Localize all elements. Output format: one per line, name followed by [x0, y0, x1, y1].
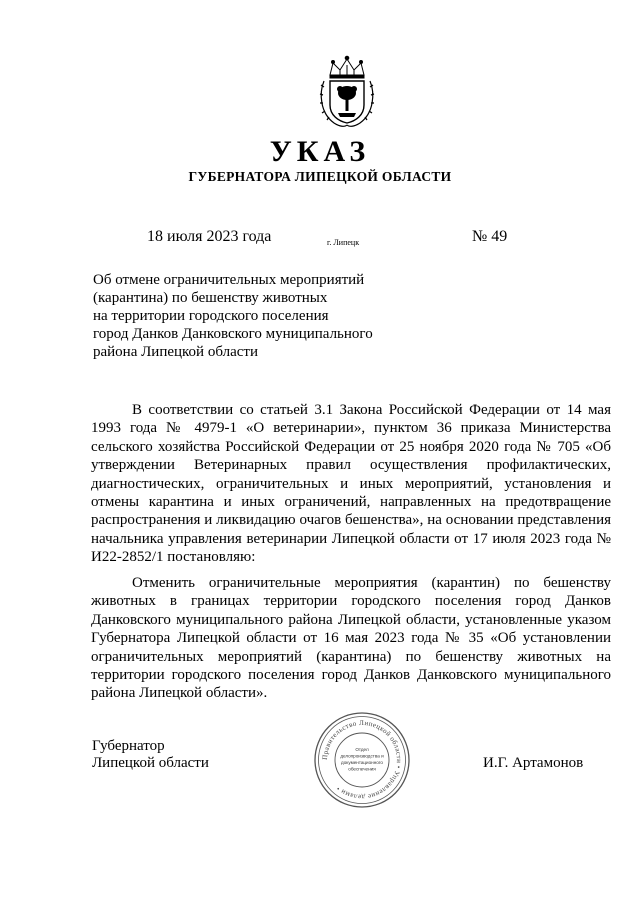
document-number: № 49	[472, 228, 508, 245]
document-subtitle: ГУБЕРНАТОРА ЛИПЕЦКОЙ ОБЛАСТИ	[188, 169, 452, 184]
document-title: УКАЗ	[269, 135, 371, 168]
signatory-position-line: Липецкой области	[92, 755, 209, 771]
subject-line: (карантина) по бешенству животных	[93, 290, 328, 306]
body-paragraph-preamble: В соответствии со статьей 3.1 Закона Российской Федерации от 14 мая 1993 года № 4979-1 «О ветеринарии», пунктом 36 приказа Министерства сельского хозяйства Российской Федерации от 25 ноября 2020 года № 705 «Об утверждении Ветеринарных правил осуществления профилактических, диагностических, ограничительных и иных мероприятий, установления и отмены карантина и иных ограничений, направленных на предотвращение распространения и ликвидацию очагов бешенства», на основании представления начальника управления ветеринарии Липецкой области от 17 июля 2023 года № И22-2852/1 постановляю:	[91, 402, 611, 566]
document-date: 18 июля 2023 года	[147, 228, 272, 245]
stamp-center-line: обеспечения	[348, 766, 376, 772]
signatory-name: И.Г. Артамонов	[483, 755, 584, 771]
stamp-ring-text: Правительство Липецкой области • Управление делами •	[320, 718, 404, 802]
document-city: г. Липецк	[327, 238, 360, 247]
stamp-center-line: делопроизводства и	[340, 753, 384, 759]
subject-line: город Данков Данковского муниципального	[93, 326, 373, 342]
stamp-center-line: документационного	[341, 760, 383, 765]
coat-of-arms-icon	[318, 55, 376, 129]
subject-line: Об отмене ограничительных мероприятий	[93, 272, 365, 288]
subject-line: на территории городского поселения	[93, 308, 329, 324]
document-subject	[93, 271, 373, 361]
stamp-center-line: Отдел	[355, 747, 369, 752]
official-stamp-icon	[313, 711, 411, 809]
body-paragraph-order: Отменить ограничительные мероприятия (карантин) по бешенству животных в границах территории городского поселения город Данков Данковского муниципального района Липецкой области, установленные указом Губернатора Липецкой области от 16 мая 2023 года № 35 «Об установлении ограничительных мероприятий (карантина) по бешенству животных на территории городского поселения город Данков Данковского муниципального района Липецкой области».	[91, 575, 611, 702]
signatory-position-line: Губернатор	[92, 738, 165, 754]
signatory-position	[92, 738, 209, 772]
subject-line: района Липецкой области	[93, 344, 258, 360]
